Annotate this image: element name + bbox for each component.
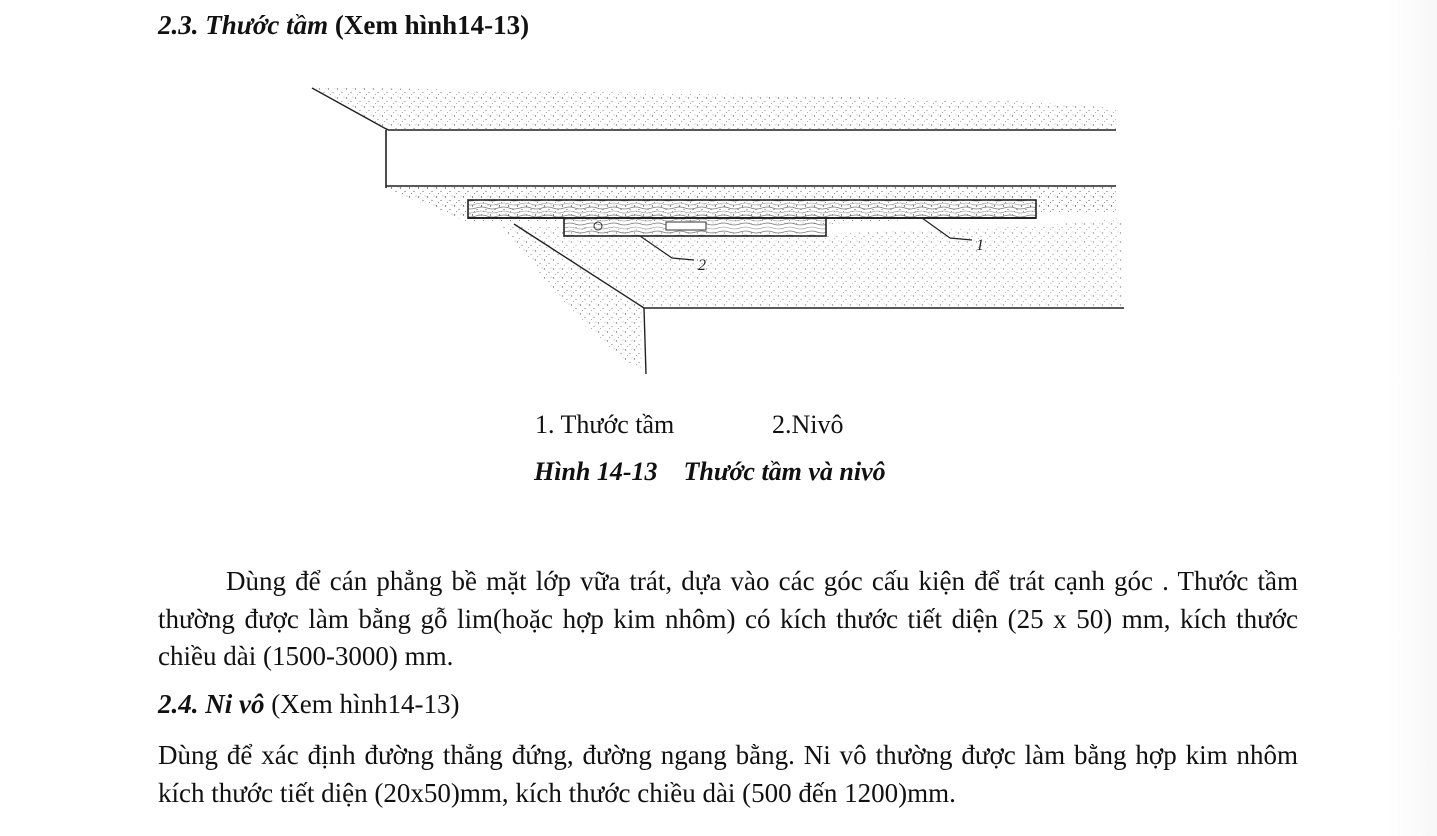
caption-number: Hình 14-13 xyxy=(534,457,658,486)
caption-title: Thước tầm và nivô xyxy=(683,457,886,486)
page-edge xyxy=(1388,0,1437,836)
section-heading-2-4 xyxy=(158,688,459,720)
figure-illustration xyxy=(300,78,1140,380)
straightedge-ruler xyxy=(468,200,1036,218)
ceiling-plaster xyxy=(312,88,1116,133)
callout-2: 2 xyxy=(698,257,706,274)
figure-legend-2: 2.Nivô xyxy=(772,410,844,439)
paragraph-1: Dùng để cán phẳng bề mặt lớp vữa trát, dựa vào các góc cấu kiện để trát cạnh góc . Thước tầm thường được làm bằng gỗ lim(hoặc hợp kim nhôm) có kích thước tiết diện (25 x 50) mm, kích thước chiều dài (1500-3000) mm. xyxy=(158,566,1298,671)
paragraph-2: Dùng để xác định đường thẳng đứng, đường ngang bằng. Ni vô thường được làm bằng hợp kim nhôm kích thước tiết diện (20x50)mm, kích thước chiều dài (500 đến 1200)mm. xyxy=(158,740,1298,808)
section-title: Ni vô xyxy=(205,689,265,719)
section-number: 2.3. xyxy=(158,10,199,40)
callout-1: 1 xyxy=(976,237,984,254)
section-number: 2.4. xyxy=(158,689,199,719)
figure-caption xyxy=(534,456,886,488)
section-heading-2-3 xyxy=(158,9,529,41)
figure-legend-1: 1. Thước tầm xyxy=(535,410,675,439)
section-title: Thước tầm xyxy=(205,10,329,40)
section-figure-ref: (Xem hình14-13) xyxy=(271,689,460,719)
section-figure-ref: (Xem hình14-13) xyxy=(334,10,530,40)
